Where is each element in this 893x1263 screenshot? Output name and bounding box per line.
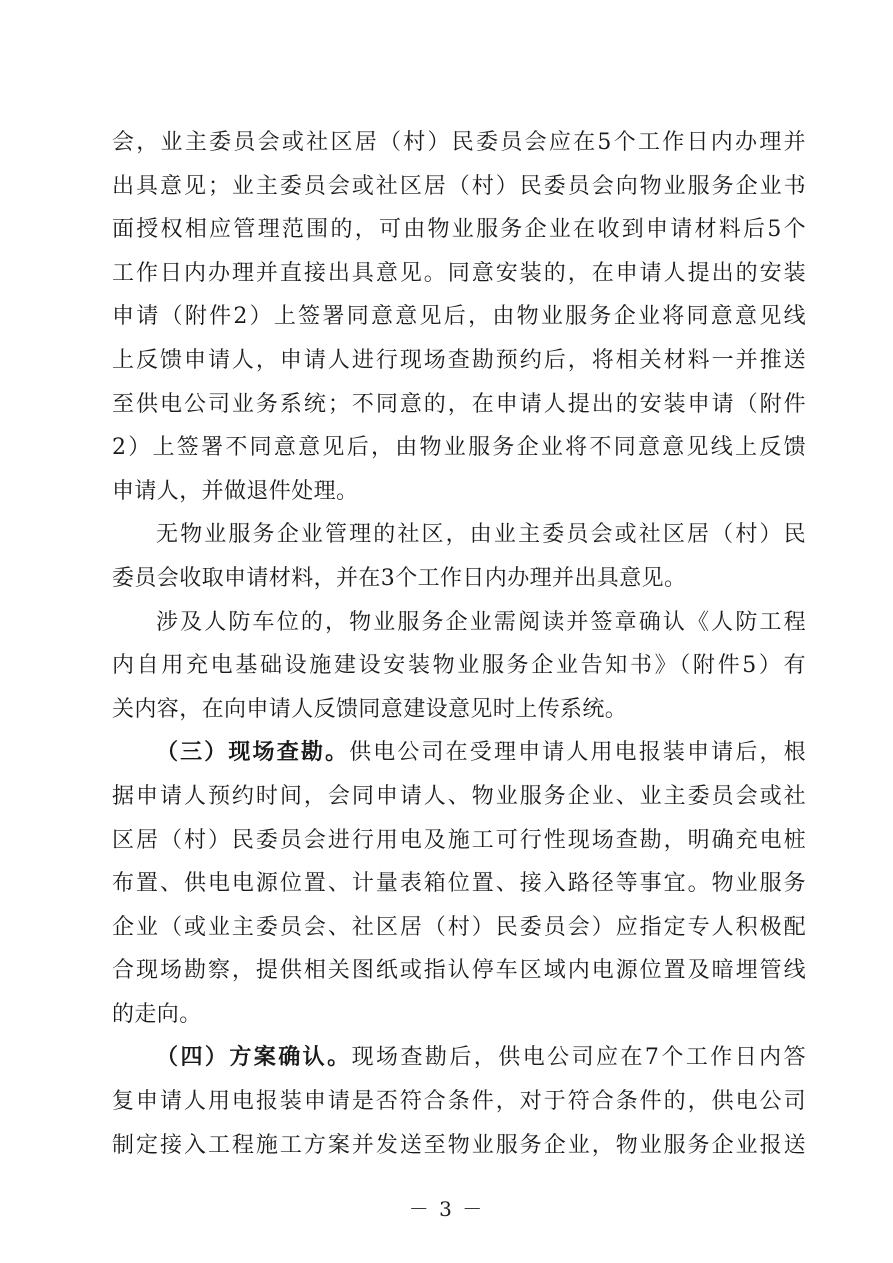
text-line: 出具意见；业主委员会或社区居（村）民委员会向物业服务企业书 bbox=[112, 173, 806, 199]
text-line: 制定接入工程施工方案并发送至物业服务企业，物业服务企业报送 bbox=[112, 1132, 806, 1158]
text-line: 2）上签署不同意意见后，由物业服务企业将不同意意见线上反馈 bbox=[112, 435, 806, 461]
paragraph-start-line: 无物业服务企业管理的社区，由业主委员会或社区居（村）民 bbox=[156, 522, 806, 548]
text-line: 区居（村）民委员会进行用电及施工可行性现场查勘，明确充电桩 bbox=[112, 827, 806, 853]
section-three-text: 供电公司在受理申请人用电报装申请后，根 bbox=[349, 740, 806, 766]
text-line: 合现场勘察，提供相关图纸或指认停车区域内电源位置及暗埋管线 bbox=[112, 958, 806, 984]
text-line: 工作日内办理并直接出具意见。同意安装的，在申请人提出的安装 bbox=[112, 260, 806, 286]
text-line: 面授权相应管理范围的，可由物业服务企业在收到申请材料后5个 bbox=[112, 217, 806, 243]
text-line: 内自用充电基础设施建设安装物业服务企业告知书》（附件5）有 bbox=[112, 653, 806, 679]
text-line: 至供电公司业务系统；不同意的，在申请人提出的安装申请（附件 bbox=[112, 391, 806, 417]
text-line: 据申请人预约时间，会同申请人、物业服务企业、业主委员会或社 bbox=[112, 783, 806, 809]
text-line: 委员会收取申请材料，并在3个工作日内办理并出具意见。 bbox=[112, 565, 687, 591]
text-line: 企业（或业主委员会、社区居（村）民委员会）应指定专人积极配 bbox=[112, 914, 806, 940]
text-line: 上反馈申请人，申请人进行现场查勘预约后，将相关材料一并推送 bbox=[112, 347, 806, 373]
paragraph-start-line: 涉及人防车位的，物业服务企业需阅读并签章确认《人防工程 bbox=[156, 609, 806, 635]
section-four-text: 现场查勘后，供电公司应在7个工作日内答 bbox=[351, 1045, 806, 1071]
text-line: 的走向。 bbox=[112, 1001, 202, 1027]
text-line: 复申请人用电报装申请是否符合条件，对于符合条件的，供电公司 bbox=[112, 1089, 806, 1115]
text-line: 申请（附件2）上签署同意意见后，由物业服务企业将同意意见线 bbox=[112, 304, 806, 330]
section-four-line bbox=[112, 1036, 806, 1080]
section-three-heading: （三）现场查勘。 bbox=[156, 739, 350, 766]
section-three-line bbox=[112, 731, 806, 775]
text-line: 布置、供电电源位置、计量表箱位置、接入路径等事宜。物业服务 bbox=[112, 871, 806, 897]
text-line: 会，业主委员会或社区居（村）民委员会应在5个工作日内办理并 bbox=[112, 130, 806, 155]
section-four-heading: （四）方案确认。 bbox=[156, 1044, 352, 1071]
body-text bbox=[112, 121, 806, 1167]
text-line: 关内容，在向申请人反馈同意建设意见时上传系统。 bbox=[112, 696, 628, 722]
page-number: － 3 － bbox=[408, 1197, 485, 1221]
text-line: 申请人，并做退件处理。 bbox=[112, 478, 359, 504]
